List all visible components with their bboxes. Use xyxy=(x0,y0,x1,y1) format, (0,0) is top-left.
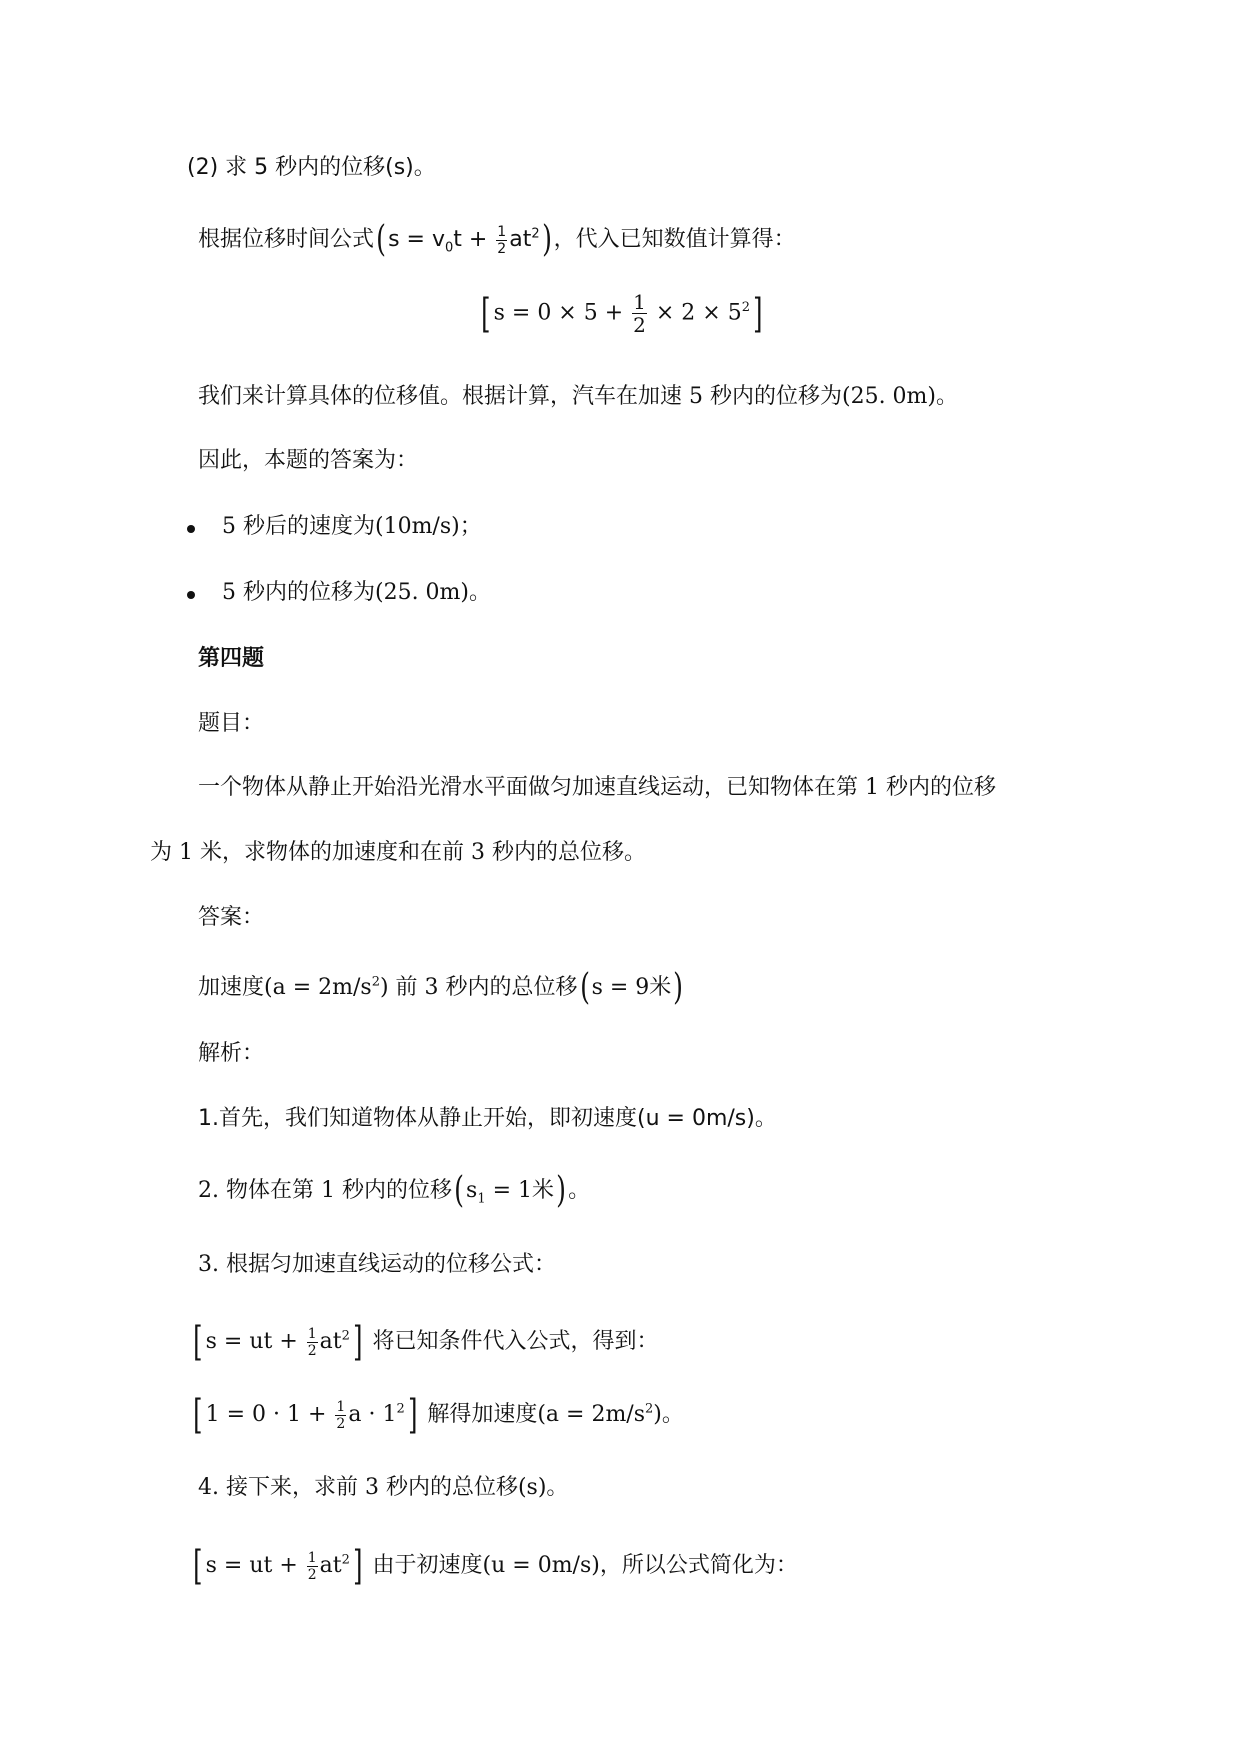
step-4-formula: s = ut + $\frac{1}{2}$ $at^2$ xyxy=(205,1549,350,1583)
question-line-2 xyxy=(150,842,646,864)
answer-intro-text: 因此，本题的答案为： xyxy=(198,448,419,473)
answer-intro-line xyxy=(198,450,418,472)
answer-label: 答案： xyxy=(198,905,265,930)
answer-accel: 加速度(a = 2m/s xyxy=(198,975,372,1000)
section-heading xyxy=(198,647,264,669)
bullet-dot-2 xyxy=(187,591,195,599)
bullet-item-1 xyxy=(222,516,482,538)
step-1-text: 首先，我们知道物体从静止开始，即初速度 xyxy=(219,1106,638,1131)
question-label-line xyxy=(198,713,264,735)
q2-text: (2) 求 5 秒内的位移(s)。 xyxy=(187,155,436,180)
heading-text: 第四题 xyxy=(198,645,265,671)
analysis-label: 解析： xyxy=(198,1041,265,1066)
centered-formula: [ s = 0 × 5 + $\frac{1}{2}$ × $2 \times 5^2$] xyxy=(481,290,763,337)
bullet-2-text: 5 秒内的位移为(25. 0m)。 xyxy=(222,580,491,605)
step-1-end: 。 xyxy=(754,1106,777,1131)
calc-result-text: 我们来计算具体的位移值。根据计算，汽车在加速 5 秒内的位移为(25. 0m)。 xyxy=(198,384,958,409)
step-3-formula: s = ut + $\frac{1}{2}$ $at^2$ xyxy=(205,1325,350,1359)
step-2-formula: $s_1 = 1$米 xyxy=(466,1178,555,1207)
step-2-end: 。 xyxy=(568,1178,591,1203)
step-4-text: 4. 接下来，求前 3 秒内的总位移(s)。 xyxy=(198,1475,569,1500)
step-4-line xyxy=(198,1477,568,1499)
answer-disp-prefix: 前 3 秒内的总位移 xyxy=(388,975,578,1000)
calc-result-line xyxy=(198,386,958,408)
formula-intro-prefix: 根据位移时间公式 xyxy=(198,227,375,252)
answer-values-line: 加速度$(a = 2m/s^2)$ 前 3 秒内的总位移(s = 9米) xyxy=(198,967,684,1008)
bullet-1-text: 5 秒后的速度为(10m/s)； xyxy=(222,514,482,539)
step-1-math: (u = 0m/s) xyxy=(637,1106,755,1131)
answer-label-line xyxy=(198,907,264,929)
step-1-line xyxy=(198,1108,777,1130)
step-3-line xyxy=(198,1254,556,1276)
step-4-formula-line: [ s = ut + $\frac{1}{2}$ $at^2$] 由于初速度(u = 0m/s)，所以公式简化为： xyxy=(193,1543,798,1589)
answer-disp-formula: s = 9米 xyxy=(591,975,672,1000)
bullet-item-2 xyxy=(222,582,491,604)
step-3-formula-suffix: 将已知条件代入公式，得到： xyxy=(365,1329,659,1354)
question-line-1 xyxy=(198,777,996,799)
step-3b-line: [ 1 = 0 · 1 + $\frac{1}{2}$ $a \cdot 1^2$] 解得加速度$(a = 2m/s^2)$。 xyxy=(193,1392,684,1438)
question-text-2: 为 1 米，求物体的加速度和在前 3 秒内的总位移。 xyxy=(150,840,646,865)
question-text-1: 一个物体从静止开始沿光滑水平面做匀加速直线运动，已知物体在第 1 秒内的位移 xyxy=(198,775,996,800)
step-3b-formula: 1 = 0 · 1 + $\frac{1}{2}$ $a \cdot 1^2$ xyxy=(205,1398,405,1432)
formula-intro-suffix: ，代入已知数值计算得： xyxy=(553,227,796,252)
q2-line xyxy=(187,157,436,179)
step-2-line: 2. 物体在第 1 秒内的位移($s_1 = 1$米)。 xyxy=(198,1170,591,1211)
analysis-label-line xyxy=(198,1043,264,1065)
step-2-prefix: 2. 物体在第 1 秒内的位移 xyxy=(198,1178,452,1203)
step-3b-suffix-prefix: 解得加速度(a = 2m/s xyxy=(420,1402,646,1427)
step-4-formula-suffix: 由于初速度(u = 0m/s)，所以公式简化为： xyxy=(365,1553,798,1578)
step-3-formula-line: [ s = ut + $\frac{1}{2}$ $at^2$] 将已知条件代入公式，得到： xyxy=(193,1319,659,1365)
step-1-prefix: 1. xyxy=(198,1106,219,1131)
bullet-dot-1 xyxy=(187,525,195,533)
step-3b-suffix-end: )。 xyxy=(653,1402,684,1427)
formula-displacement-time: $s = v_0t$ + $\frac{1}{2}$ $at^2$ xyxy=(388,223,540,257)
step-3-text: 3. 根据匀加速直线运动的位移公式： xyxy=(198,1252,556,1277)
formula-intro-line xyxy=(198,219,796,260)
open-paren: ( xyxy=(376,219,386,260)
close-paren: ) xyxy=(541,219,552,260)
question-label: 题目： xyxy=(198,711,265,736)
